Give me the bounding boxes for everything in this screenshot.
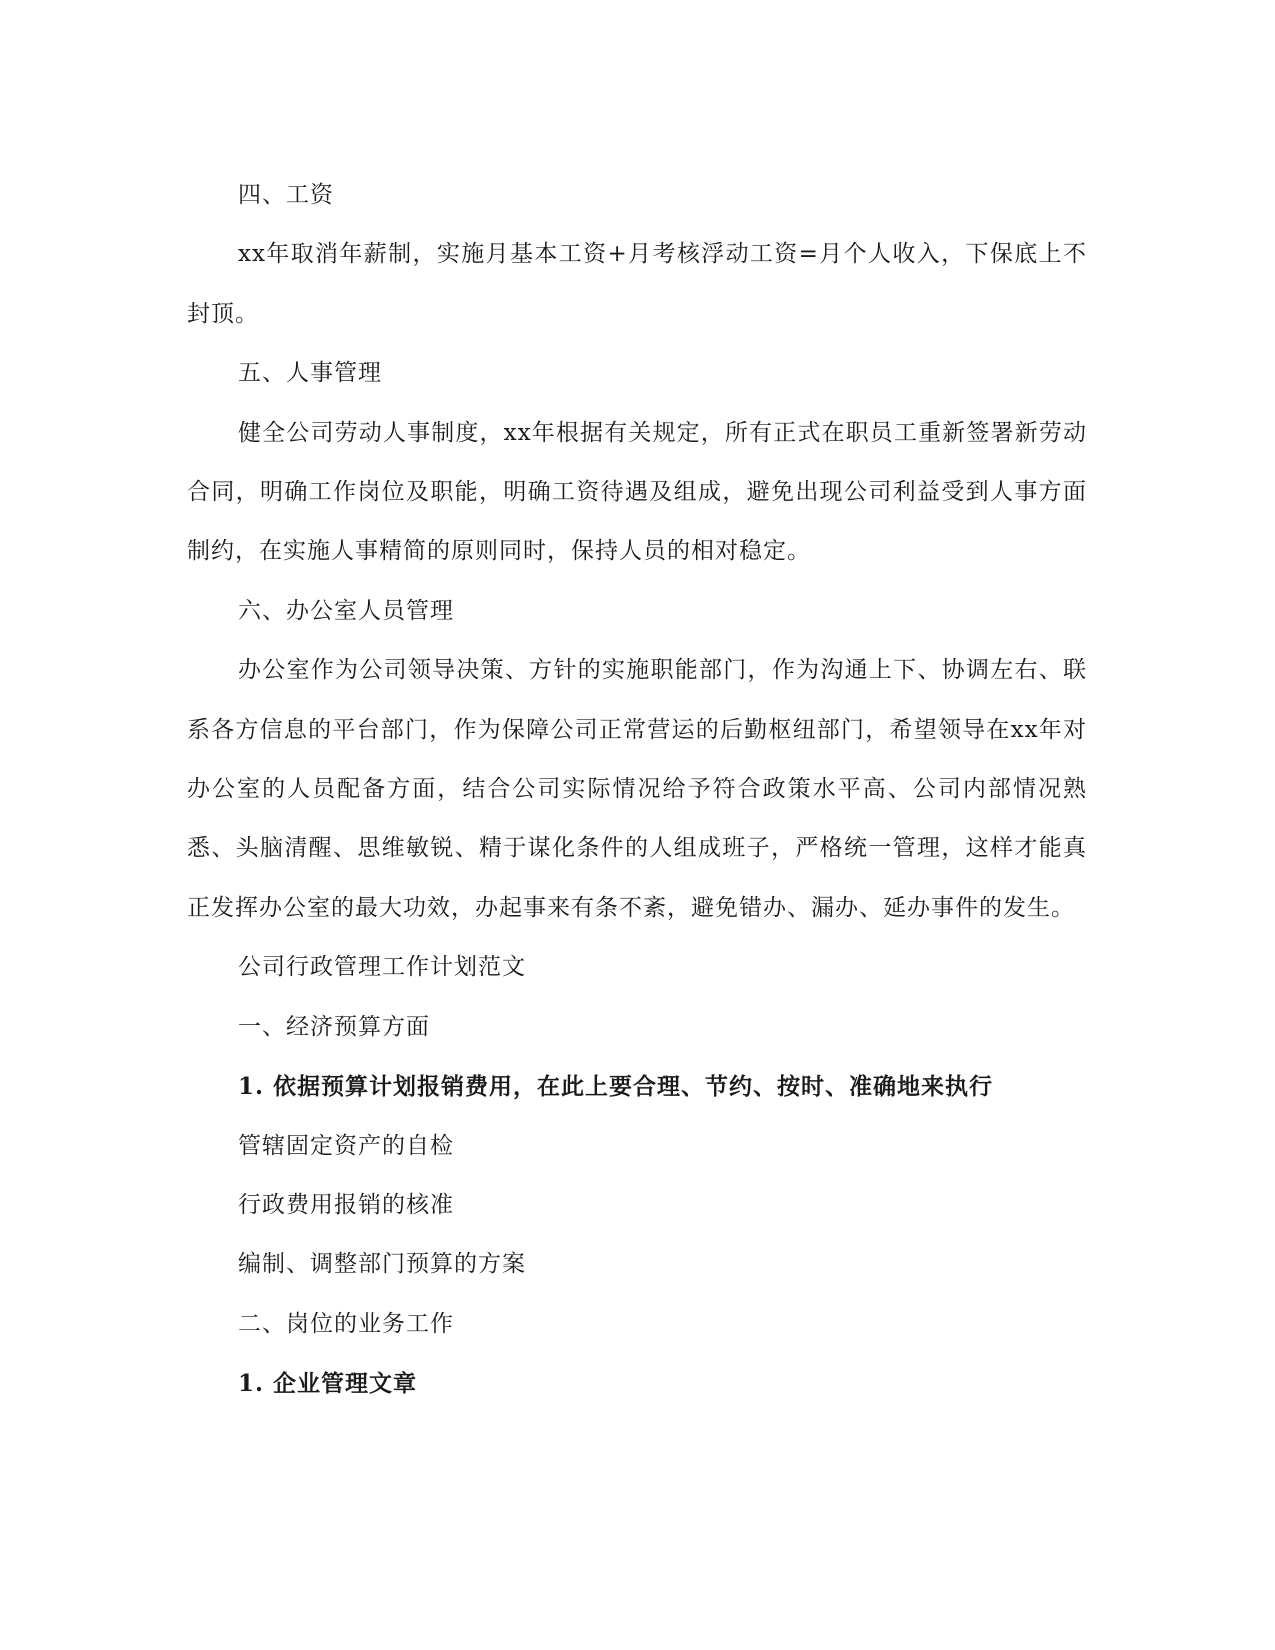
section-heading-duty: 二、岗位的业务工作 (238, 1310, 454, 1337)
document-body (187, 166, 1087, 1414)
section-heading-budget: 一、经济预算方面 (238, 1013, 430, 1040)
section-heading-office: 六、办公室人员管理 (238, 597, 454, 624)
budget-subitem-assets: 管辖固定资产的自检 (238, 1132, 454, 1159)
document-title-plan: 公司行政管理工作计划范文 (238, 954, 526, 981)
budget-subitem-plan: 编制、调整部门预算的方案 (238, 1251, 526, 1278)
duty-item-1: 1. 企业管理文章 (238, 1370, 418, 1398)
budget-subitem-expenses: 行政费用报销的核准 (238, 1191, 454, 1218)
paragraph-office: 办公室作为公司领导决策、方针的实施职能部门，作为沟通上下、协调左右、联系各方信息的平台部门，作为保障公司正常营运的后勤枢纽部门，希望领导在xx年对办公室的人员配备方面，结合公司实际情况给予符合政策水平高、公司内部情况熟悉、头脑清醒、思维敏锐、精于谋化条件的人组成班子，严格统一管理，这样才能真正发挥办公室的最大功效，办起事来有条不紊，避免错办、漏办、延办事件的发生。 (187, 657, 1087, 921)
section-heading-hr: 五、人事管理 (238, 360, 382, 387)
budget-item-1: 1. 依据预算计划报销费用，在此上要合理、节约、按时、准确地来执行 (238, 1073, 994, 1101)
section-heading-wages: 四、工资 (238, 182, 334, 208)
paragraph-hr: 健全公司劳动人事制度，xx年根据有关规定，所有正式在职员工重新签署新劳动合同，明确工作岗位及职能，明确工资待遇及组成，避免出现公司利益受到人事方面制约，在实施人事精简的原则同时，保持人员的相对稳定。 (187, 419, 1087, 565)
paragraph-wages: xx年取消年薪制，实施月基本工资+月考核浮动工资=月个人收入，下保底上不封顶。 (187, 241, 1087, 327)
